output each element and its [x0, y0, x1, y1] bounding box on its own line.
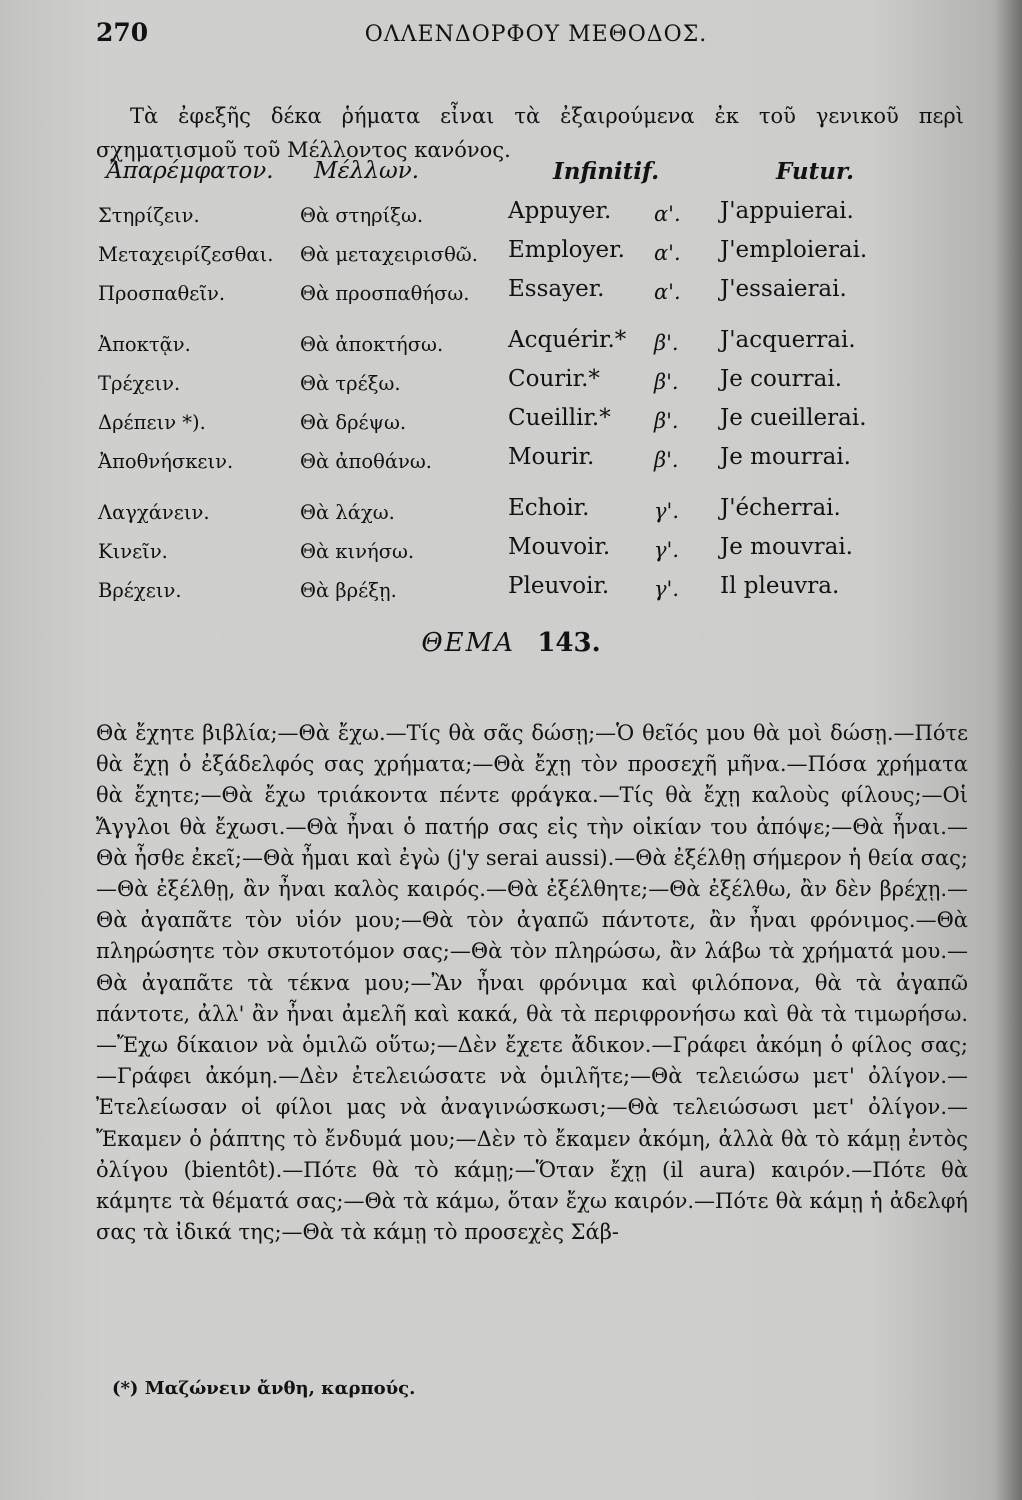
intro-paragraph: Τὰ ἐφεξῆς δέκα ῥήματα εἶναι τὰ ἐξαιρούμενα ἐκ τοῦ γενικοῦ περὶ σχηματισμοῦ τοῦ Μέλλοντος κανόνος. — [96, 104, 964, 162]
greek-infinitive-cell: Στηρίζειν. — [98, 204, 200, 227]
french-infinitive-cell: Employer. — [508, 237, 625, 263]
french-infinitive-cell: Echoir. — [508, 495, 590, 521]
greek-infinitive-cell: Λαγχάνειν. — [98, 501, 210, 524]
page-header — [96, 18, 976, 52]
header-french-infinitive: Infinitif. — [553, 158, 660, 185]
table-row — [98, 327, 978, 366]
greek-infinitive-cell: Μεταχειρίζεσθαι. — [98, 243, 274, 266]
table-row — [98, 198, 978, 237]
greek-infinitive-cell: Δρέπειν *). — [98, 411, 206, 434]
conjugation-class-cell: α'. — [654, 202, 681, 226]
conjugation-class-cell: β'. — [654, 409, 679, 433]
greek-future-cell: Θὰ ἀποκτήσω. — [300, 333, 444, 356]
page-edge-shadow — [996, 0, 1022, 1500]
footnote: (*) Μαζώνειν ἄνθη, καρπούς. — [112, 1378, 416, 1399]
greek-future-cell: Θὰ δρέψω. — [300, 411, 407, 434]
table-row — [98, 405, 978, 444]
french-infinitive-cell: Cueillir.* — [508, 405, 611, 431]
conjugation-class-cell: γ'. — [654, 499, 679, 523]
french-infinitive-cell: Mouvoir. — [508, 534, 611, 560]
french-future-cell: J'écherrai. — [720, 495, 841, 521]
header-greek-future: Μέλλων. — [314, 158, 420, 184]
french-future-cell: J'acquerrai. — [720, 327, 856, 353]
greek-future-cell: Θὰ προσπαθήσω. — [300, 282, 470, 305]
french-infinitive-cell: Acquérir.* — [508, 327, 627, 353]
french-future-cell: Je mouvrai. — [720, 534, 853, 560]
table-header-row — [98, 158, 978, 198]
greek-infinitive-cell: Προσπαθεῖν. — [98, 282, 226, 305]
conjugation-class-cell: γ'. — [654, 577, 679, 601]
conjugation-class-cell: α'. — [654, 280, 681, 304]
french-infinitive-cell: Appuyer. — [508, 198, 612, 224]
page-number: 270 — [96, 18, 149, 47]
french-future-cell: Je cueillerai. — [720, 405, 867, 431]
french-infinitive-cell: Pleuvoir. — [508, 573, 610, 599]
french-infinitive-cell: Essayer. — [508, 276, 605, 302]
greek-future-cell: Θὰ ἀποθάνω. — [300, 450, 432, 473]
greek-infinitive-cell: Τρέχειν. — [98, 372, 181, 395]
french-future-cell: J'essaierai. — [720, 276, 847, 302]
header-french-future: Futur. — [776, 158, 855, 185]
greek-infinitive-cell: Ἀποθνήσκειν. — [98, 450, 234, 473]
group-separator — [98, 315, 978, 327]
table-row — [98, 366, 978, 405]
french-infinitive-cell: Mourir. — [508, 444, 595, 470]
french-infinitive-cell: Courir.* — [508, 366, 600, 392]
running-title: ΟΛΛΕΝΔΟΡΦΟΥ ΜΕΘΟΔΟΣ. — [364, 22, 708, 47]
greek-future-cell: Θὰ μεταχειρισθῶ. — [300, 243, 478, 266]
french-future-cell: Je mourrai. — [720, 444, 851, 470]
table-body — [98, 198, 978, 612]
conjugation-class-cell: γ'. — [654, 538, 679, 562]
greek-future-cell: Θὰ κινήσω. — [300, 540, 415, 563]
conjugation-class-cell: β'. — [654, 331, 679, 355]
greek-future-cell: Θὰ τρέξω. — [300, 372, 401, 395]
theme-number: 143. — [537, 628, 601, 658]
french-future-cell: Il pleuvra. — [720, 573, 840, 599]
group-separator — [98, 483, 978, 495]
conjugation-class-cell: β'. — [654, 448, 679, 472]
french-future-cell: J'emploierai. — [720, 237, 868, 263]
table-row — [98, 444, 978, 483]
greek-infinitive-cell: Ἀποκτᾷν. — [98, 333, 191, 356]
table-row — [98, 276, 978, 315]
verb-table — [98, 158, 978, 612]
greek-future-cell: Θὰ στηρίξω. — [300, 204, 424, 227]
french-future-cell: J'appuierai. — [720, 198, 854, 224]
table-row — [98, 495, 978, 534]
exercise-text: Θὰ ἔχητε βιβλία;—Θὰ ἔχω.—Τίς θὰ σᾶς δώσῃ;—Ὁ θεῖός μου θὰ μοὶ δώσῃ.—Πότε θὰ ἔχῃ ὁ ἐξάδελφός σας χρήματα;—Θὰ ἔχῃ τὸν προσεχῆ μῆνα.—Πόσα χρήματα θὰ ἔχητε;—Θὰ ἔχω τριάκοντα πέντε φράγκα.—Τίς θὰ ἔχῃ καλοὺς φίλους;—Οἱ Ἄγγλοι θὰ ἔχωσι.—Θὰ ἦναι ὁ πατήρ σας εἰς τὴν οἰκίαν του ἀπόψε;—Θὰ ἦναι.—Θὰ ἦσθε ἐκεῖ;—Θὰ ἦμαι καὶ ἐγὼ (j'y serai aussi).—Θὰ ἐξέλθῃ σήμερον ἡ θεία σας;—Θὰ ἐξέλθῃ, ἂν ἦναι καλὸς καιρός.—Θὰ ἐξέλθητε;—Θὰ ἐξέλθω, ἂν δὲν βρέχῃ.—Θὰ ἀγαπᾶτε τὸν υἱόν μου;—Θὰ τὸν ἀγαπῶ πάντοτε, ἂν ἦναι φρόνιμος.—Θὰ πληρώσητε τὸν σκυτοτόμον σας;—Θὰ τὸν πληρώσω, ἂν λάβω τὰ χρήματά μου.—Θὰ ἀγαπᾶτε τὰ τέκνα μου;—Ἂν ἦναι φρόνιμα καὶ φιλόπονα, θὰ τὰ ἀγαπῶ πάντοτε, ἀλλ' ἂν ἦναι ἀμελῆ καὶ κακά, θὰ τὰ περιφρονήσω καὶ θὰ τὰ τιμωρήσω.—Ἔχω δίκαιον νὰ ὁμιλῶ οὕτω;—Δὲν ἔχετε ἄδικον.—Γράφει ἀκόμη ὁ φίλος σας;—Γράφει ἀκόμη.—Δὲν ἐτελειώσατε νὰ ὁμιλῆτε;—Θὰ τελειώσω μετ' ὀλίγον.—Ἐτελείωσαν οἱ φίλοι μας νὰ ἀναγινώσκωσι;—Θὰ τελειώσωσι μετ' ὀλίγον.—Ἔκαμεν ὁ ῥάπτης τὸ ἔνδυμά μου;—Δὲν τὸ ἔκαμεν ἀκόμη, ἀλλὰ θὰ τὸ κάμῃ ἐντὸς ὀλίγου (bientôt).—Πότε θὰ τὸ κάμῃ;—Ὅταν ἔχῃ (il aura) καιρόν.—Πότε θὰ κάμητε τὰ θέματά σας;—Θὰ τὰ κάμω, ὅταν ἔχω καιρόν.—Πότε θὰ κάμῃ ἡ ἀδελφή σας τὰ ἰδικά της;—Θὰ τὰ κάμῃ τὸ προσεχὲς Σάβ- — [96, 721, 968, 1245]
greek-infinitive-cell: Βρέχειν. — [98, 579, 182, 602]
theme-heading — [0, 628, 1022, 658]
table-row — [98, 573, 978, 612]
greek-future-cell: Θὰ βρέξῃ. — [300, 579, 397, 602]
header-greek-infinitive: Ἀπαρέμφατον. — [106, 158, 274, 184]
conjugation-class-cell: α'. — [654, 241, 681, 265]
theme-word: ΘΕΜΑ — [421, 628, 516, 658]
french-future-cell: Je courrai. — [720, 366, 843, 392]
greek-infinitive-cell: Κινεῖν. — [98, 540, 168, 563]
table-row — [98, 237, 978, 276]
table-row — [98, 534, 978, 573]
greek-future-cell: Θὰ λάχω. — [300, 501, 395, 524]
conjugation-class-cell: β'. — [654, 370, 679, 394]
